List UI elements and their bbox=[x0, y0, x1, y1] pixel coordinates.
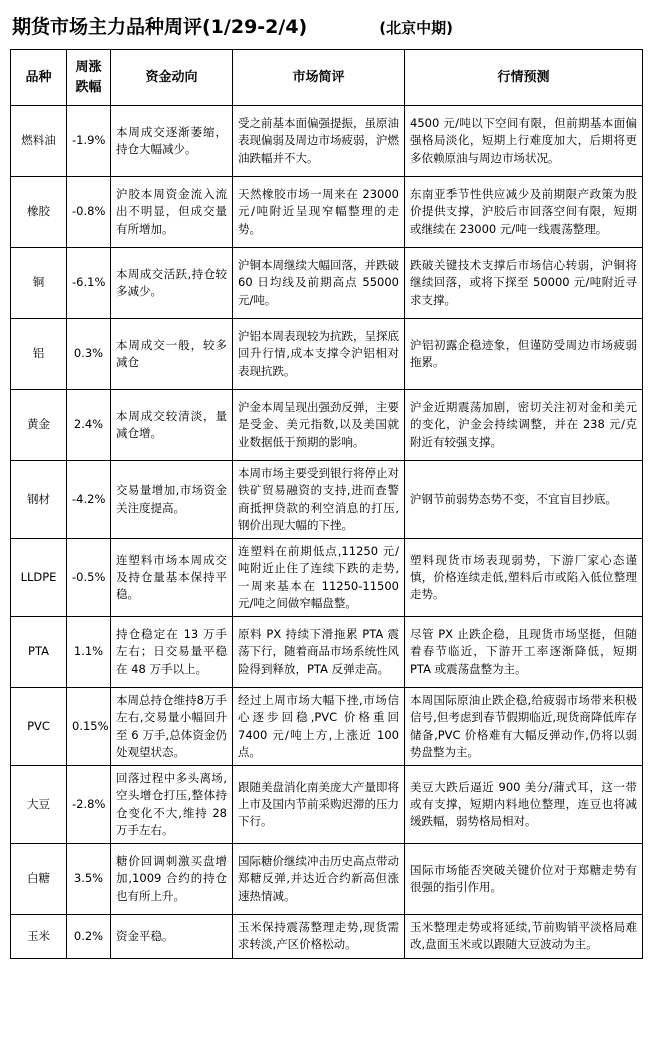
row-weekly-change: -4.2% bbox=[67, 461, 111, 539]
row-weekly-change: 0.3% bbox=[67, 319, 111, 390]
row-commodity-name: 白糖 bbox=[11, 844, 67, 915]
column-header-change-line2: 跌幅 bbox=[75, 79, 102, 95]
row-commodity-name: 玉米 bbox=[11, 915, 67, 959]
row-market-brief: 本周市场主要受到银行将停止对铁矿贸易融资的支持,进而查警商抵押贷款的利空消息的打压,钢价出现大幅的下挫。 bbox=[233, 461, 405, 539]
column-header-change bbox=[67, 50, 111, 106]
table-row bbox=[11, 688, 643, 766]
row-forecast: 沪金近期震荡加剧，密切关注初对金和美元的变化，沪金会持续调整，并在 238 元/克附近有较强支撑。 bbox=[405, 390, 643, 461]
row-weekly-change: 3.5% bbox=[67, 844, 111, 915]
row-forecast: 跌破关键技术支撑后市场信心转弱，沪铜将继续回落，或将下探至 50000 元/吨附近寻求支撑。 bbox=[405, 248, 643, 319]
table-row bbox=[11, 106, 643, 177]
row-fund-flow: 糖价回调刺激买盘增加,1009 合约的持仓也有所上升。 bbox=[111, 844, 233, 915]
row-commodity-name: 铜 bbox=[11, 248, 67, 319]
table-row bbox=[11, 390, 643, 461]
row-commodity-name: 燃料油 bbox=[11, 106, 67, 177]
row-forecast: 4500 元/吨以下空间有限，但前期基本面偏强格局淡化，短期上行难度加大，后期将更多依赖原油与周边市场状况。 bbox=[405, 106, 643, 177]
column-header-fund: 资金动向 bbox=[111, 50, 233, 106]
row-weekly-change: 0.15% bbox=[67, 688, 111, 766]
row-commodity-name: 黄金 bbox=[11, 390, 67, 461]
row-forecast: 东南亚季节性供应减少及前期限产政策为股价提供支撑，沪胶后市回落空间有限，短期或继续在 23000 元/吨一线震荡整理。 bbox=[405, 177, 643, 248]
row-fund-flow: 连塑料市场本周成交及持仓量基本保持平稳。 bbox=[111, 539, 233, 617]
table-row bbox=[11, 539, 643, 617]
row-market-brief: 天然橡胶市场一周来在 23000 元/吨附近呈现窄幅整理的走势。 bbox=[233, 177, 405, 248]
row-weekly-change: -1.9% bbox=[67, 106, 111, 177]
row-weekly-change: -0.8% bbox=[67, 177, 111, 248]
column-header-name: 品种 bbox=[11, 50, 67, 106]
row-forecast: 沪铝初露企稳迹象，但谨防受周边市场疲弱拖累。 bbox=[405, 319, 643, 390]
table-row bbox=[11, 461, 643, 539]
table-row bbox=[11, 844, 643, 915]
row-forecast: 沪钢节前弱势态势不变，不宜盲目抄底。 bbox=[405, 461, 643, 539]
row-forecast: 玉米整理走势或将延续,节前购销平淡格局难改,盘面玉米或以跟随大豆波动为主。 bbox=[405, 915, 643, 959]
row-forecast: 本周国际原油止跌企稳,给疲弱市场带来积极信号,但考虑到春节假期临近,现货商降低库存储备,PVC 价格难有大幅反弹动作,仍将以弱势盘整为主。 bbox=[405, 688, 643, 766]
column-header-forecast: 行情预测 bbox=[405, 50, 643, 106]
row-market-brief: 跟随美盘消化南美庞大产量即将上市及国内节前采购迟滞的压力下行。 bbox=[233, 766, 405, 844]
row-commodity-name: 钢材 bbox=[11, 461, 67, 539]
row-fund-flow: 持仓稳定在 13 万手左右；日交易量平稳在 48 万手以上。 bbox=[111, 617, 233, 688]
row-fund-flow: 资金平稳。 bbox=[111, 915, 233, 959]
row-commodity-name: PTA bbox=[11, 617, 67, 688]
row-market-brief: 连塑料在前期低点,11250 元/吨附近止住了连续下跌的走势,一周来基本在 11250-11500 元/吨之间做窄幅盘整。 bbox=[233, 539, 405, 617]
row-weekly-change: 0.2% bbox=[67, 915, 111, 959]
row-fund-flow: 本周成交活跃,持仓较多减少。 bbox=[111, 248, 233, 319]
table-row bbox=[11, 766, 643, 844]
table-body bbox=[11, 106, 643, 959]
row-commodity-name: PVC bbox=[11, 688, 67, 766]
document-header bbox=[12, 12, 642, 39]
row-fund-flow: 回落过程中多头离场,空头增仓打压,整体持仓变化不大,维持 28 万手左右。 bbox=[111, 766, 233, 844]
table-row bbox=[11, 248, 643, 319]
row-market-brief: 玉米保持震荡整理走势,现货需求转淡,产区价格松动。 bbox=[233, 915, 405, 959]
futures-weekly-review-table bbox=[10, 49, 643, 959]
row-fund-flow: 本周成交较清淡，量减仓增。 bbox=[111, 390, 233, 461]
row-fund-flow: 本周成交一般，较多减仓 bbox=[111, 319, 233, 390]
table-row bbox=[11, 177, 643, 248]
row-forecast: 塑料现货市场表现弱势，下游厂家心态谨慎，价格连续走低,塑料后市或陷入低位整理走势。 bbox=[405, 539, 643, 617]
column-header-change-line1: 周涨 bbox=[75, 60, 102, 75]
row-weekly-change: 2.4% bbox=[67, 390, 111, 461]
row-weekly-change: -2.8% bbox=[67, 766, 111, 844]
page-subtitle: (北京中期) bbox=[379, 19, 453, 37]
row-commodity-name: 橡胶 bbox=[11, 177, 67, 248]
row-market-brief: 原料 PX 持续下滑拖累 PTA 震荡下行，随着商品市场系统性风险得到释放，PTA 反弹走高。 bbox=[233, 617, 405, 688]
row-fund-flow: 交易量增加,市场资金关注度提高。 bbox=[111, 461, 233, 539]
row-market-brief: 沪铜本周继续大幅回落，并跌破 60 日均线及前期高点 55000 元/吨。 bbox=[233, 248, 405, 319]
row-commodity-name: LLDPE bbox=[11, 539, 67, 617]
row-forecast: 美豆大跌后逼近 900 美分/蒲式耳，这一带或有支撑，短期内料地位整理，连豆也将减缓跌幅，弱势格局相对。 bbox=[405, 766, 643, 844]
page-title: 期货市场主力品种周评(1/29-2/4) bbox=[12, 16, 308, 38]
row-forecast: 尽管 PX 止跌企稳，且现货市场坚挺，但随着春节临近，下游开工率逐渐降低，短期 PTA 或震荡盘整为主。 bbox=[405, 617, 643, 688]
table-row bbox=[11, 319, 643, 390]
row-fund-flow: 沪胶本周资金流入流出不明显，但成交量有所增加。 bbox=[111, 177, 233, 248]
row-fund-flow: 本周成交逐渐萎缩，持仓大幅减少。 bbox=[111, 106, 233, 177]
table-row bbox=[11, 617, 643, 688]
row-commodity-name: 铝 bbox=[11, 319, 67, 390]
row-market-brief: 受之前基本面偏强提振，虽原油表现偏弱及周边市场疲弱，沪燃油跌幅并不大。 bbox=[233, 106, 405, 177]
row-market-brief: 经过上周市场大幅下挫,市场信心逐步回稳,PVC 价格重回 7400 元/吨上方,上涨近 100 点。 bbox=[233, 688, 405, 766]
row-market-brief: 沪铝本周表现较为抗跌，呈探底回升行情,成本支撑令沪铝相对表现抗跌。 bbox=[233, 319, 405, 390]
row-commodity-name: 大豆 bbox=[11, 766, 67, 844]
row-fund-flow: 本周总持仓维持8万手左右,交易量小幅回升至 6 万手,总体资金仍处观望状态。 bbox=[111, 688, 233, 766]
row-market-brief: 沪金本周呈现出强劲反弹，主要是受金、美元指数,以及美国就业数据低于预期的影响。 bbox=[233, 390, 405, 461]
table-row bbox=[11, 915, 643, 959]
row-market-brief: 国际糖价继续冲击历史高点带动郑糖反弹,并达近合约新高但涨速热情减。 bbox=[233, 844, 405, 915]
row-weekly-change: -6.1% bbox=[67, 248, 111, 319]
table-header-row bbox=[11, 50, 643, 106]
row-weekly-change: -0.5% bbox=[67, 539, 111, 617]
row-weekly-change: 1.1% bbox=[67, 617, 111, 688]
column-header-brief: 市场简评 bbox=[233, 50, 405, 106]
row-forecast: 国际市场能否突破关键价位对于郑糖走势有很强的指引作用。 bbox=[405, 844, 643, 915]
